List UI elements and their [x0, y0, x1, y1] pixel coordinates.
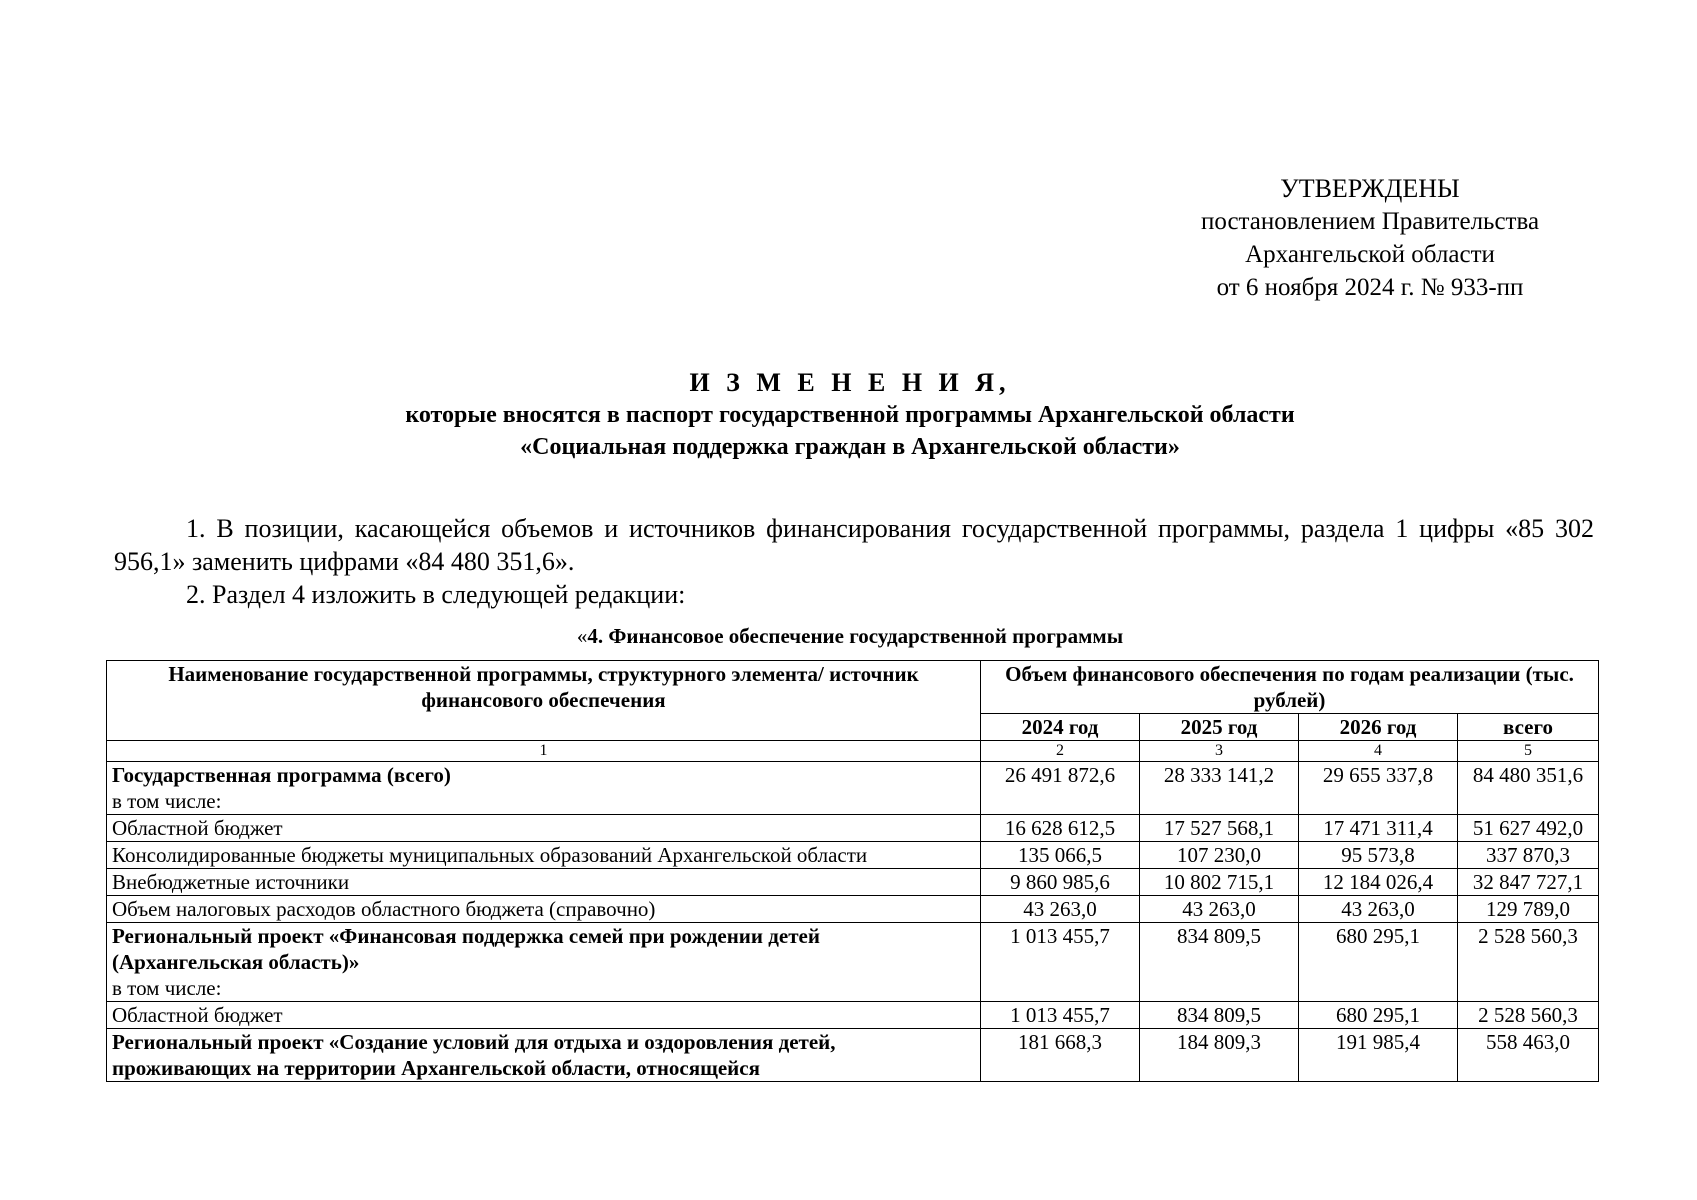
row-value: 32 847 727,1: [1458, 869, 1599, 896]
row-label: [107, 762, 981, 815]
row-value: 29 655 337,8: [1299, 762, 1458, 815]
approval-line-2: постановлением Правительства: [1200, 208, 1540, 235]
row-label: Объем налоговых расходов областного бюджета (справочно): [107, 896, 981, 923]
approval-line-3: Архангельской области: [1245, 241, 1495, 268]
header-volume: Объем финансового обеспечения по годам реализации (тыс. рублей): [981, 661, 1599, 714]
row-value: 17 527 568,1: [1140, 815, 1299, 842]
paragraph-1: 1. В позиции, касающейся объемов и источников финансирования государственной программы, раздела 1 цифры «85 302 956,1» заменить цифрами «84 480 351,6».: [114, 514, 1594, 576]
row-value: 135 066,5: [981, 842, 1140, 869]
header-total: всего: [1458, 714, 1599, 741]
row-label: Региональный проект «Создание условий для отдыха и оздоровления детей, проживающих на территории Архангельской области, относящейся: [107, 1029, 981, 1082]
header-year-2024: 2024 год: [981, 714, 1140, 741]
row-value: 184 809,3: [1140, 1029, 1299, 1082]
approval-block: [1160, 172, 1580, 304]
table-row: [107, 896, 1599, 923]
row-value: 181 668,3: [981, 1029, 1140, 1082]
row-value: 558 463,0: [1458, 1029, 1599, 1082]
row-value: 12 184 026,4: [1299, 869, 1458, 896]
row-label: Областной бюджет: [107, 1002, 981, 1029]
row-value: 834 809,5: [1140, 923, 1299, 1002]
table-row: [107, 1002, 1599, 1029]
row-label: Внебюджетные источники: [107, 869, 981, 896]
title-sub-1: которые вносятся в паспорт государственной программы Архангельской области: [405, 402, 1295, 428]
table-row: [107, 1029, 1599, 1082]
index-cell: 5: [1458, 741, 1599, 762]
paragraph-2: 2. Раздел 4 изложить в следующей редакции:: [186, 580, 686, 609]
row-value: 26 491 872,6: [981, 762, 1140, 815]
approval-line-4: от 6 ноября 2024 г. № 933-пп: [1216, 274, 1524, 301]
header-name: Наименование государственной программы, структурного элемента/ источник финансового обеспечения: [107, 661, 981, 741]
section-title-text: 4. Финансовое обеспечение государственной программы: [587, 624, 1124, 648]
approval-heading: УТВЕРЖДЕНЫ: [1280, 174, 1460, 203]
row-value: 10 802 715,1: [1140, 869, 1299, 896]
table-row: [107, 842, 1599, 869]
row-value: 17 471 311,4: [1299, 815, 1458, 842]
row-value: 2 528 560,3: [1458, 1002, 1599, 1029]
row-value: 28 333 141,2: [1140, 762, 1299, 815]
document-title: [106, 367, 1594, 463]
row-value: 43 263,0: [981, 896, 1140, 923]
table-header-row-1: [107, 661, 1599, 714]
row-label: Консолидированные бюджеты муниципальных образований Архангельской области: [107, 842, 981, 869]
row-value: 84 480 351,6: [1458, 762, 1599, 815]
row-label: Областной бюджет: [107, 815, 981, 842]
index-cell: 1: [107, 741, 981, 762]
header-year-2025: 2025 год: [1140, 714, 1299, 741]
row-value: 680 295,1: [1299, 923, 1458, 1002]
row-value: 1 013 455,7: [981, 923, 1140, 1002]
title-sub-2: «Социальная поддержка граждан в Архангельской области»: [520, 434, 1180, 460]
index-cell: 2: [981, 741, 1140, 762]
table-row: [107, 923, 1599, 1002]
row-value: 834 809,5: [1140, 1002, 1299, 1029]
table-row: [107, 762, 1599, 815]
title-main: И З М Е Н Е Н И Я,: [689, 368, 1011, 397]
index-cell: 4: [1299, 741, 1458, 762]
section-quote: «: [576, 624, 588, 648]
row-value: 2 528 560,3: [1458, 923, 1599, 1002]
row-sublabel: в том числе:: [112, 789, 222, 813]
row-value: 107 230,0: [1140, 842, 1299, 869]
row-value: 51 627 492,0: [1458, 815, 1599, 842]
row-value: 337 870,3: [1458, 842, 1599, 869]
row-value: 95 573,8: [1299, 842, 1458, 869]
row-value: 129 789,0: [1458, 896, 1599, 923]
financing-table: [106, 660, 1599, 1082]
table-row: [107, 815, 1599, 842]
row-label-bold: Государственная программа (всего): [112, 763, 451, 787]
row-value: 43 263,0: [1299, 896, 1458, 923]
index-cell: 3: [1140, 741, 1299, 762]
table-index-row: [107, 741, 1599, 762]
row-value: 9 860 985,6: [981, 869, 1140, 896]
row-sublabel: в том числе:: [112, 976, 222, 1000]
row-label-bold: Региональный проект «Финансовая поддержка семей при рождении детей (Архангельская область)»: [112, 924, 820, 974]
row-value: 191 985,4: [1299, 1029, 1458, 1082]
header-year-2026: 2026 год: [1299, 714, 1458, 741]
row-value: 680 295,1: [1299, 1002, 1458, 1029]
row-label: [107, 923, 981, 1002]
row-value: 16 628 612,5: [981, 815, 1140, 842]
row-value: 43 263,0: [1140, 896, 1299, 923]
row-value: 1 013 455,7: [981, 1002, 1140, 1029]
table-row: [107, 869, 1599, 896]
section-title: [106, 622, 1594, 650]
